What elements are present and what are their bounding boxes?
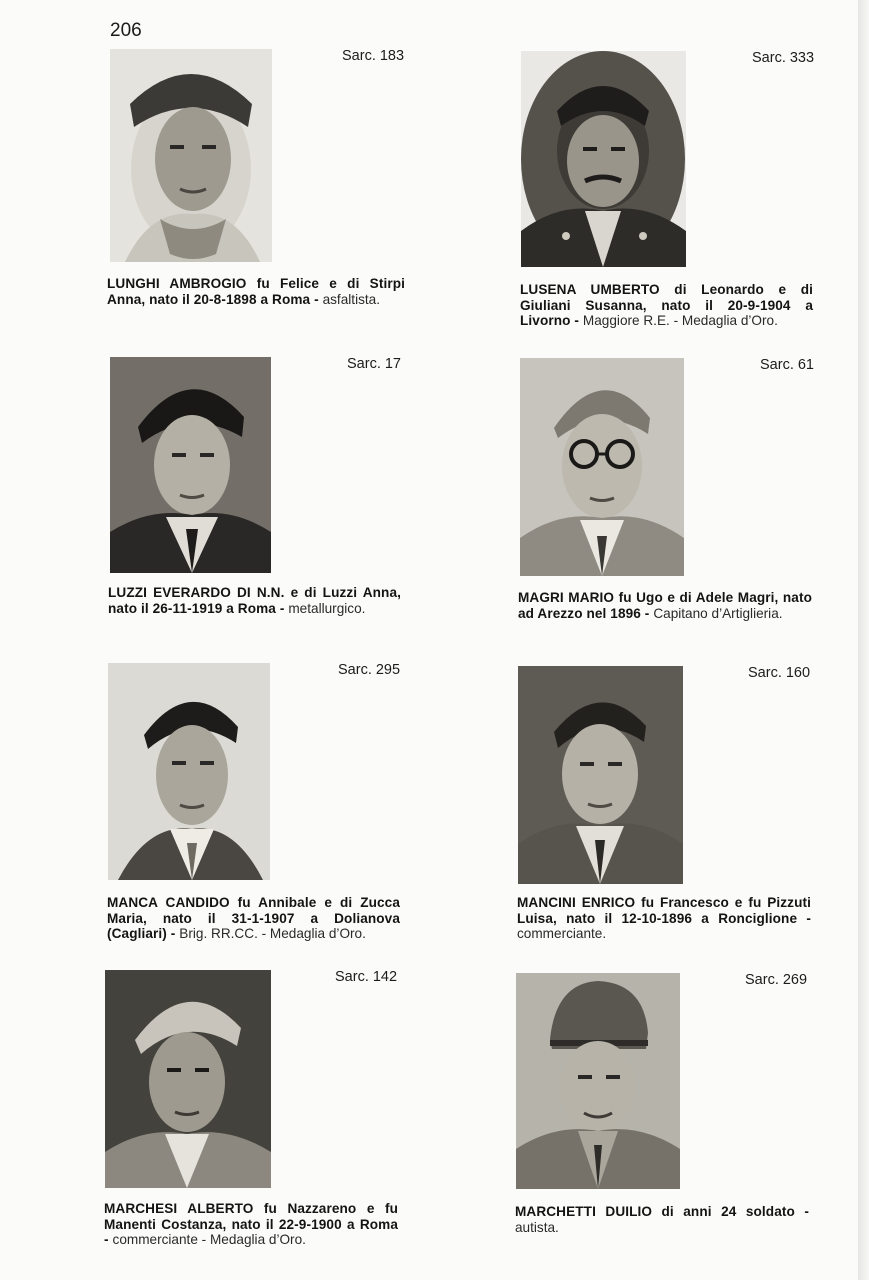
caption — [517, 895, 811, 942]
caption-name: LUSENA UMBERTO di Leonardo e di Giuliani Susanna, nato il 20-9-1904 a Livorno - — [520, 282, 813, 328]
caption-name: LUNGHI AMBROGIO fu Felice e di Stirpi Anna, nato il 20-8-1898 a Roma - — [107, 276, 405, 307]
portrait-photo — [520, 358, 684, 576]
sarcophagus-number: Sarc. 17 — [347, 356, 401, 372]
page-number: 206 — [110, 20, 142, 41]
caption-name: LUZZI EVERARDO DI N.N. e di Luzzi Anna, nato il 26-11-1919 a Roma - — [108, 585, 401, 616]
caption — [107, 895, 400, 942]
caption-name: MANCA CANDIDO fu Annibale e di Zucca Maria, nato il 31-1-1907 a Dolianova (Cagliari) - — [107, 895, 400, 941]
caption — [107, 276, 405, 307]
portrait-photo — [516, 973, 680, 1189]
portrait-photo — [518, 666, 683, 884]
caption-name: MAGRI MARIO fu Ugo e di Adele Magri, nato ad Arezzo nel 1896 - — [518, 590, 812, 621]
sarcophagus-number: Sarc. 61 — [760, 357, 814, 373]
page-edge — [858, 0, 869, 1280]
entry-mancini — [516, 664, 816, 954]
portrait-photo — [105, 970, 271, 1188]
sarcophagus-number: Sarc. 269 — [745, 972, 808, 988]
sarcophagus-number: Sarc. 160 — [748, 665, 811, 681]
portrait-photo — [108, 663, 270, 880]
entry-marchetti — [514, 971, 814, 1251]
caption-name: MARCHETTI DUILIO di anni 24 soldato - — [515, 1204, 809, 1219]
caption — [518, 590, 812, 621]
portrait-photo — [110, 49, 272, 262]
sarcophagus-number: Sarc. 295 — [338, 662, 401, 678]
sarcophagus-number: Sarc. 142 — [335, 969, 398, 985]
caption-role: Maggiore R.E. - Medaglia d’Oro. — [582, 313, 778, 328]
caption-role: Capitano d’Artiglieria. — [653, 605, 783, 621]
entry-lunghi — [107, 47, 407, 337]
entry-magri — [517, 356, 817, 646]
portrait-photo — [110, 357, 271, 573]
caption-role: metallurgico. — [288, 600, 366, 616]
caption-role: commerciante. — [517, 926, 607, 941]
caption-name: MARCHESI ALBERTO fu Nazzareno e fu Manenti Costanza, nato il 22-9-1900 a Roma - — [104, 1201, 398, 1247]
entry-manca — [106, 661, 406, 961]
caption-name: MANCINI ENRICO fu Francesco e fu Pizzuti Luisa, nato il 12-10-1896 a Ronciglione - — [517, 895, 811, 926]
caption-role: commerciante - Medaglia d’Oro. — [112, 1232, 306, 1247]
caption-role: Brig. RR.CC. - Medaglia d’Oro. — [179, 926, 366, 941]
sarcophagus-number: Sarc. 333 — [752, 50, 815, 66]
caption — [520, 282, 813, 329]
caption — [108, 585, 401, 616]
caption-role: asfaltista. — [322, 291, 380, 307]
entry-lusena — [519, 49, 819, 339]
entry-luzzi — [107, 355, 407, 640]
caption — [515, 1204, 809, 1235]
caption — [104, 1201, 398, 1248]
portrait-photo — [521, 51, 686, 267]
entry-marchesi — [103, 968, 403, 1258]
caption-role: autista. — [515, 1219, 559, 1235]
sarcophagus-number: Sarc. 183 — [342, 48, 405, 64]
